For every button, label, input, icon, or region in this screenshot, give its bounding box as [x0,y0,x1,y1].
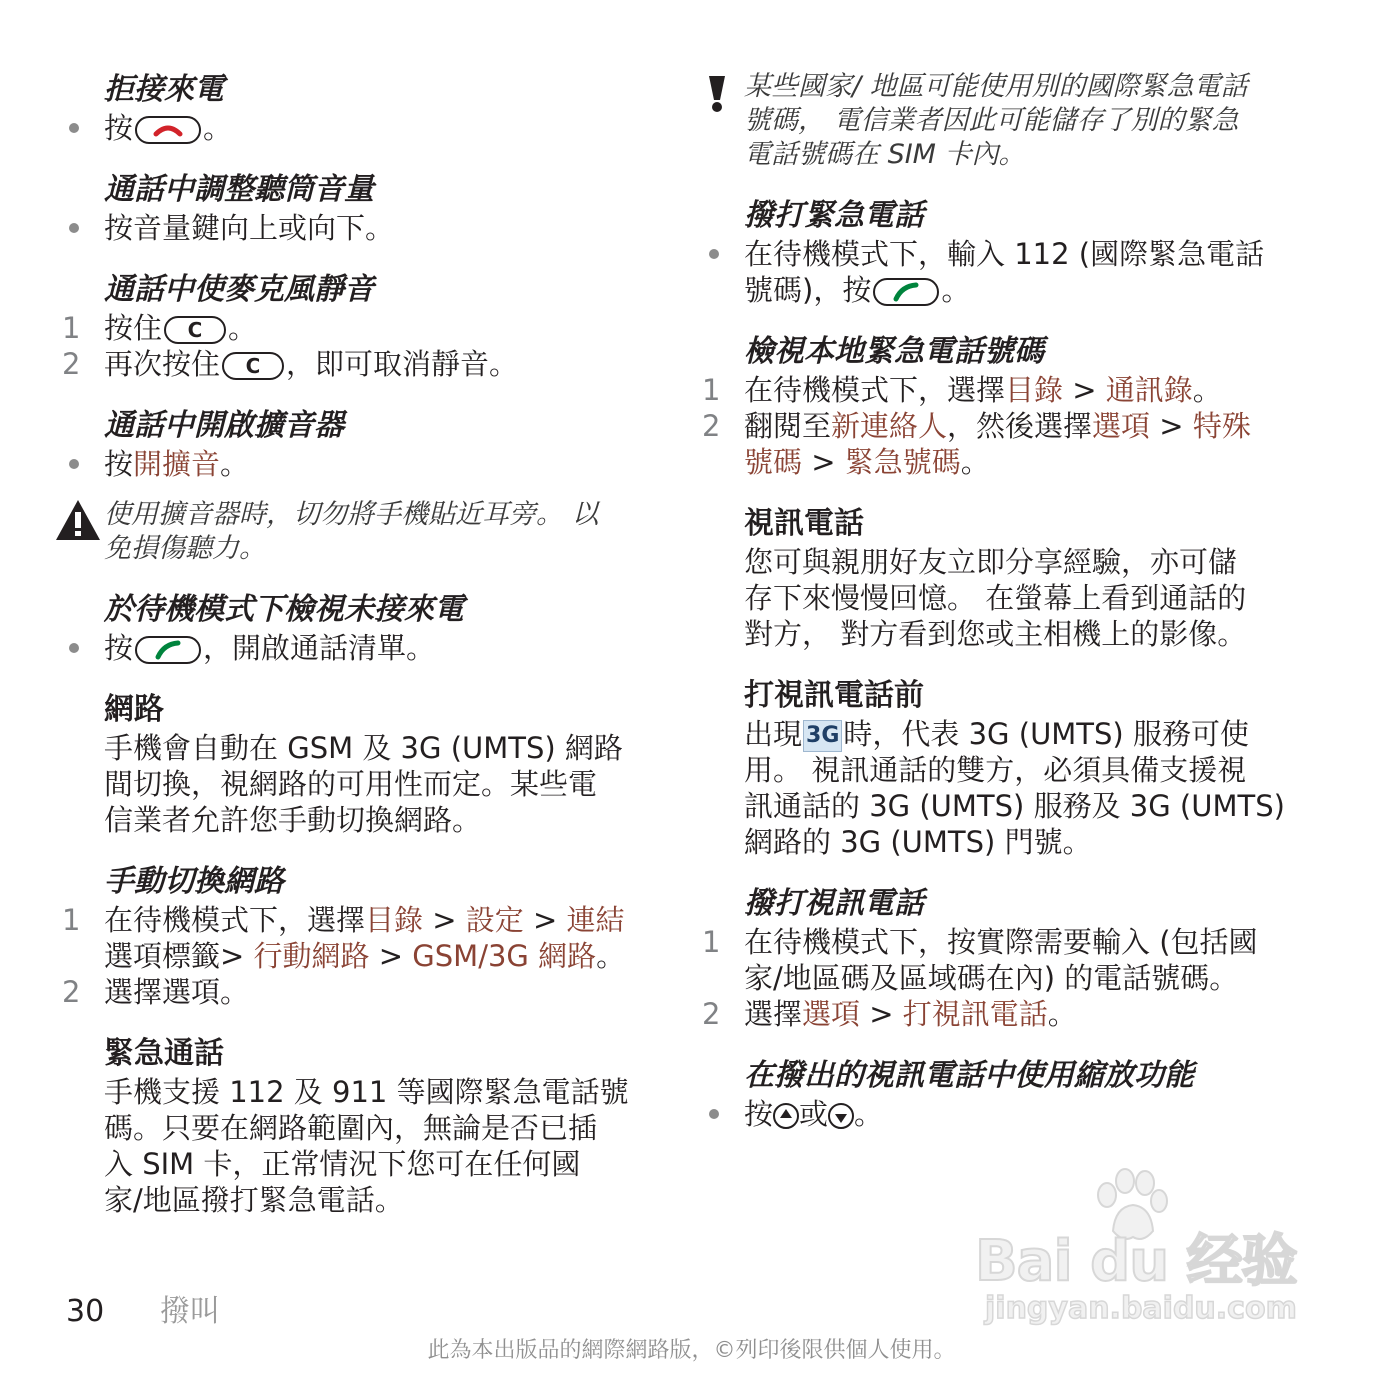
list-item: 2 翻閱至新連絡人，然後選擇選項 > 特殊 號碼 > 緊急號碼。 [702,409,1251,479]
section-title-video-call: 視訊電話 [744,506,864,541]
watermark-url: jingyan.baidu.com [985,1291,1297,1326]
list-item: 按 或 。 [744,1097,884,1131]
section-title-network: 網路 [104,692,164,727]
3g-status-icon: 3G [803,720,842,752]
call-icon [873,278,939,306]
menu-link-options: 選項 [802,997,861,1031]
list-item: 按開擴音。 [104,447,250,481]
section-title-zoom: 在撥出的視訊電話中使用縮放功能 [744,1058,1194,1093]
section-title-emergency: 緊急通話 [104,1036,224,1071]
list-item: 2 選擇選項 > 打視訊電話。 [702,997,1077,1031]
menu-link-menu: 目錄 [1005,373,1064,407]
menu-link-new-contact: 新連絡人 [831,409,948,443]
section-title-make-video-call: 撥打視訊電話 [744,886,924,921]
list-item: 2 再次按住 C ，即可取消靜音。 [62,347,519,381]
list-item: 按 。 [104,111,233,145]
menu-link-special: 特殊 [1192,409,1251,443]
paragraph-emergency: 手機支援 112 及 911 等國際緊急電話號 碼。只要在網路範圍內，無論是否已插 入 SIM 卡，正常情況下您可在任何國 家/地區撥打緊急電話。 [104,1075,629,1217]
menu-link-make-video-call: 打視訊電話 [902,997,1048,1031]
section-title-before-video-call: 打視訊電話前 [744,678,924,713]
section-name: 撥叫 [160,1294,220,1329]
exclamation-icon [702,70,744,172]
nav-up-icon [773,1103,799,1129]
section-title-mute: 通話中使麥克風靜音 [104,272,374,307]
left-column [62,70,658,1218]
menu-link-contacts: 通訊錄 [1105,373,1193,407]
section-title-reject-call: 拒接來電 [104,72,224,107]
list-item: 按 ，開啟通話清單。 [104,631,436,665]
paragraph-before-video-call: 出現 3G 時，代表 3G (UMTS) 服務可使 用。 視訊通話的雙方，必須具備支援視 訊通話的 3G (UMTS) 服務及 3G (UMTS) 網路的 3G (UMTS) 門號。 [744,717,1285,859]
list-item: 在待機模式下，輸入 112 (國際緊急電話 號碼)，按 。 [744,237,1265,307]
section-title-switch-network: 手動切換網路 [104,864,284,899]
menu-link-emergency-numbers: 緊急號碼 [844,445,961,479]
section-title-volume: 通話中調整聽筒音量 [104,172,374,207]
menu-link-options: 選項 [1092,409,1151,443]
warning-note: 使用擴音器時，切勿將手機貼近耳旁。 以 免損傷聽力。 [54,498,658,566]
menu-link-gsm-3g: GSM/3G 網路 [412,939,597,973]
menu-link-connectivity: 連結 [566,903,625,937]
warning-icon [54,498,104,566]
end-call-icon [135,116,201,144]
c-key-icon: C [222,352,284,380]
section-title-speaker: 通話中開啟擴音器 [104,408,344,443]
menu-link-settings: 設定 [465,903,524,937]
c-key-icon: C [164,316,226,344]
menu-link-mobile-networks: 行動網路 [253,939,370,973]
menu-link-speaker-on: 開擴音 [133,447,221,481]
paragraph-video-call: 您可與親朋好友立即分享經驗，亦可儲 存下來慢慢回憶。 在螢幕上看到通話的 對方， 對方看到您或主相機上的影像。 [744,545,1247,651]
section-title-emergency-call: 撥打緊急電話 [744,198,924,233]
list-item: 按音量鍵向上或向下。 [104,211,395,245]
watermark-brand: Bai du 经验 [975,1229,1297,1294]
info-note: 某些國家/ 地區可能使用別的國際緊急電話 號碼， 電信業者因此可能儲存了別的緊急 電話號碼在 SIM 卡內。 [702,70,1302,172]
list-item: 1 在待機模式下，選擇目錄 > 通訊錄。 [702,373,1222,407]
call-icon [135,636,201,664]
copyright-notice: 此為本出版品的網際網路版，©列印後限供個人使用。 [427,1338,956,1363]
list-item: 2 選擇選項。 [62,975,250,1009]
list-item: 1 在待機模式下，按實際需要輸入 (包括國 家/地區碼及區域碼在內) 的電話號碼。 [702,925,1258,995]
list-item: 1 按住 C 。 [62,311,258,345]
nav-down-icon [828,1103,854,1129]
right-column [702,70,1302,1132]
menu-link-numbers: 號碼 [744,445,803,479]
section-title-local-emergency: 檢視本地緊急電話號碼 [744,334,1044,369]
baidu-watermark [975,1165,1305,1340]
paragraph-network: 手機會自動在 GSM 及 3G (UMTS) 網路 間切換，視網路的可用性而定。某些電 信業者允許您手動切換網路。 [104,731,623,837]
section-title-missed-calls: 於待機模式下檢視未接來電 [104,592,464,627]
page-number: 30 [66,1294,105,1329]
list-item: 1 在待機模式下，選擇目錄 > 設定 > 連結 選項標籤> 行動網路 > GSM/3G 網路。 [62,903,626,973]
menu-link-menu: 目錄 [365,903,424,937]
